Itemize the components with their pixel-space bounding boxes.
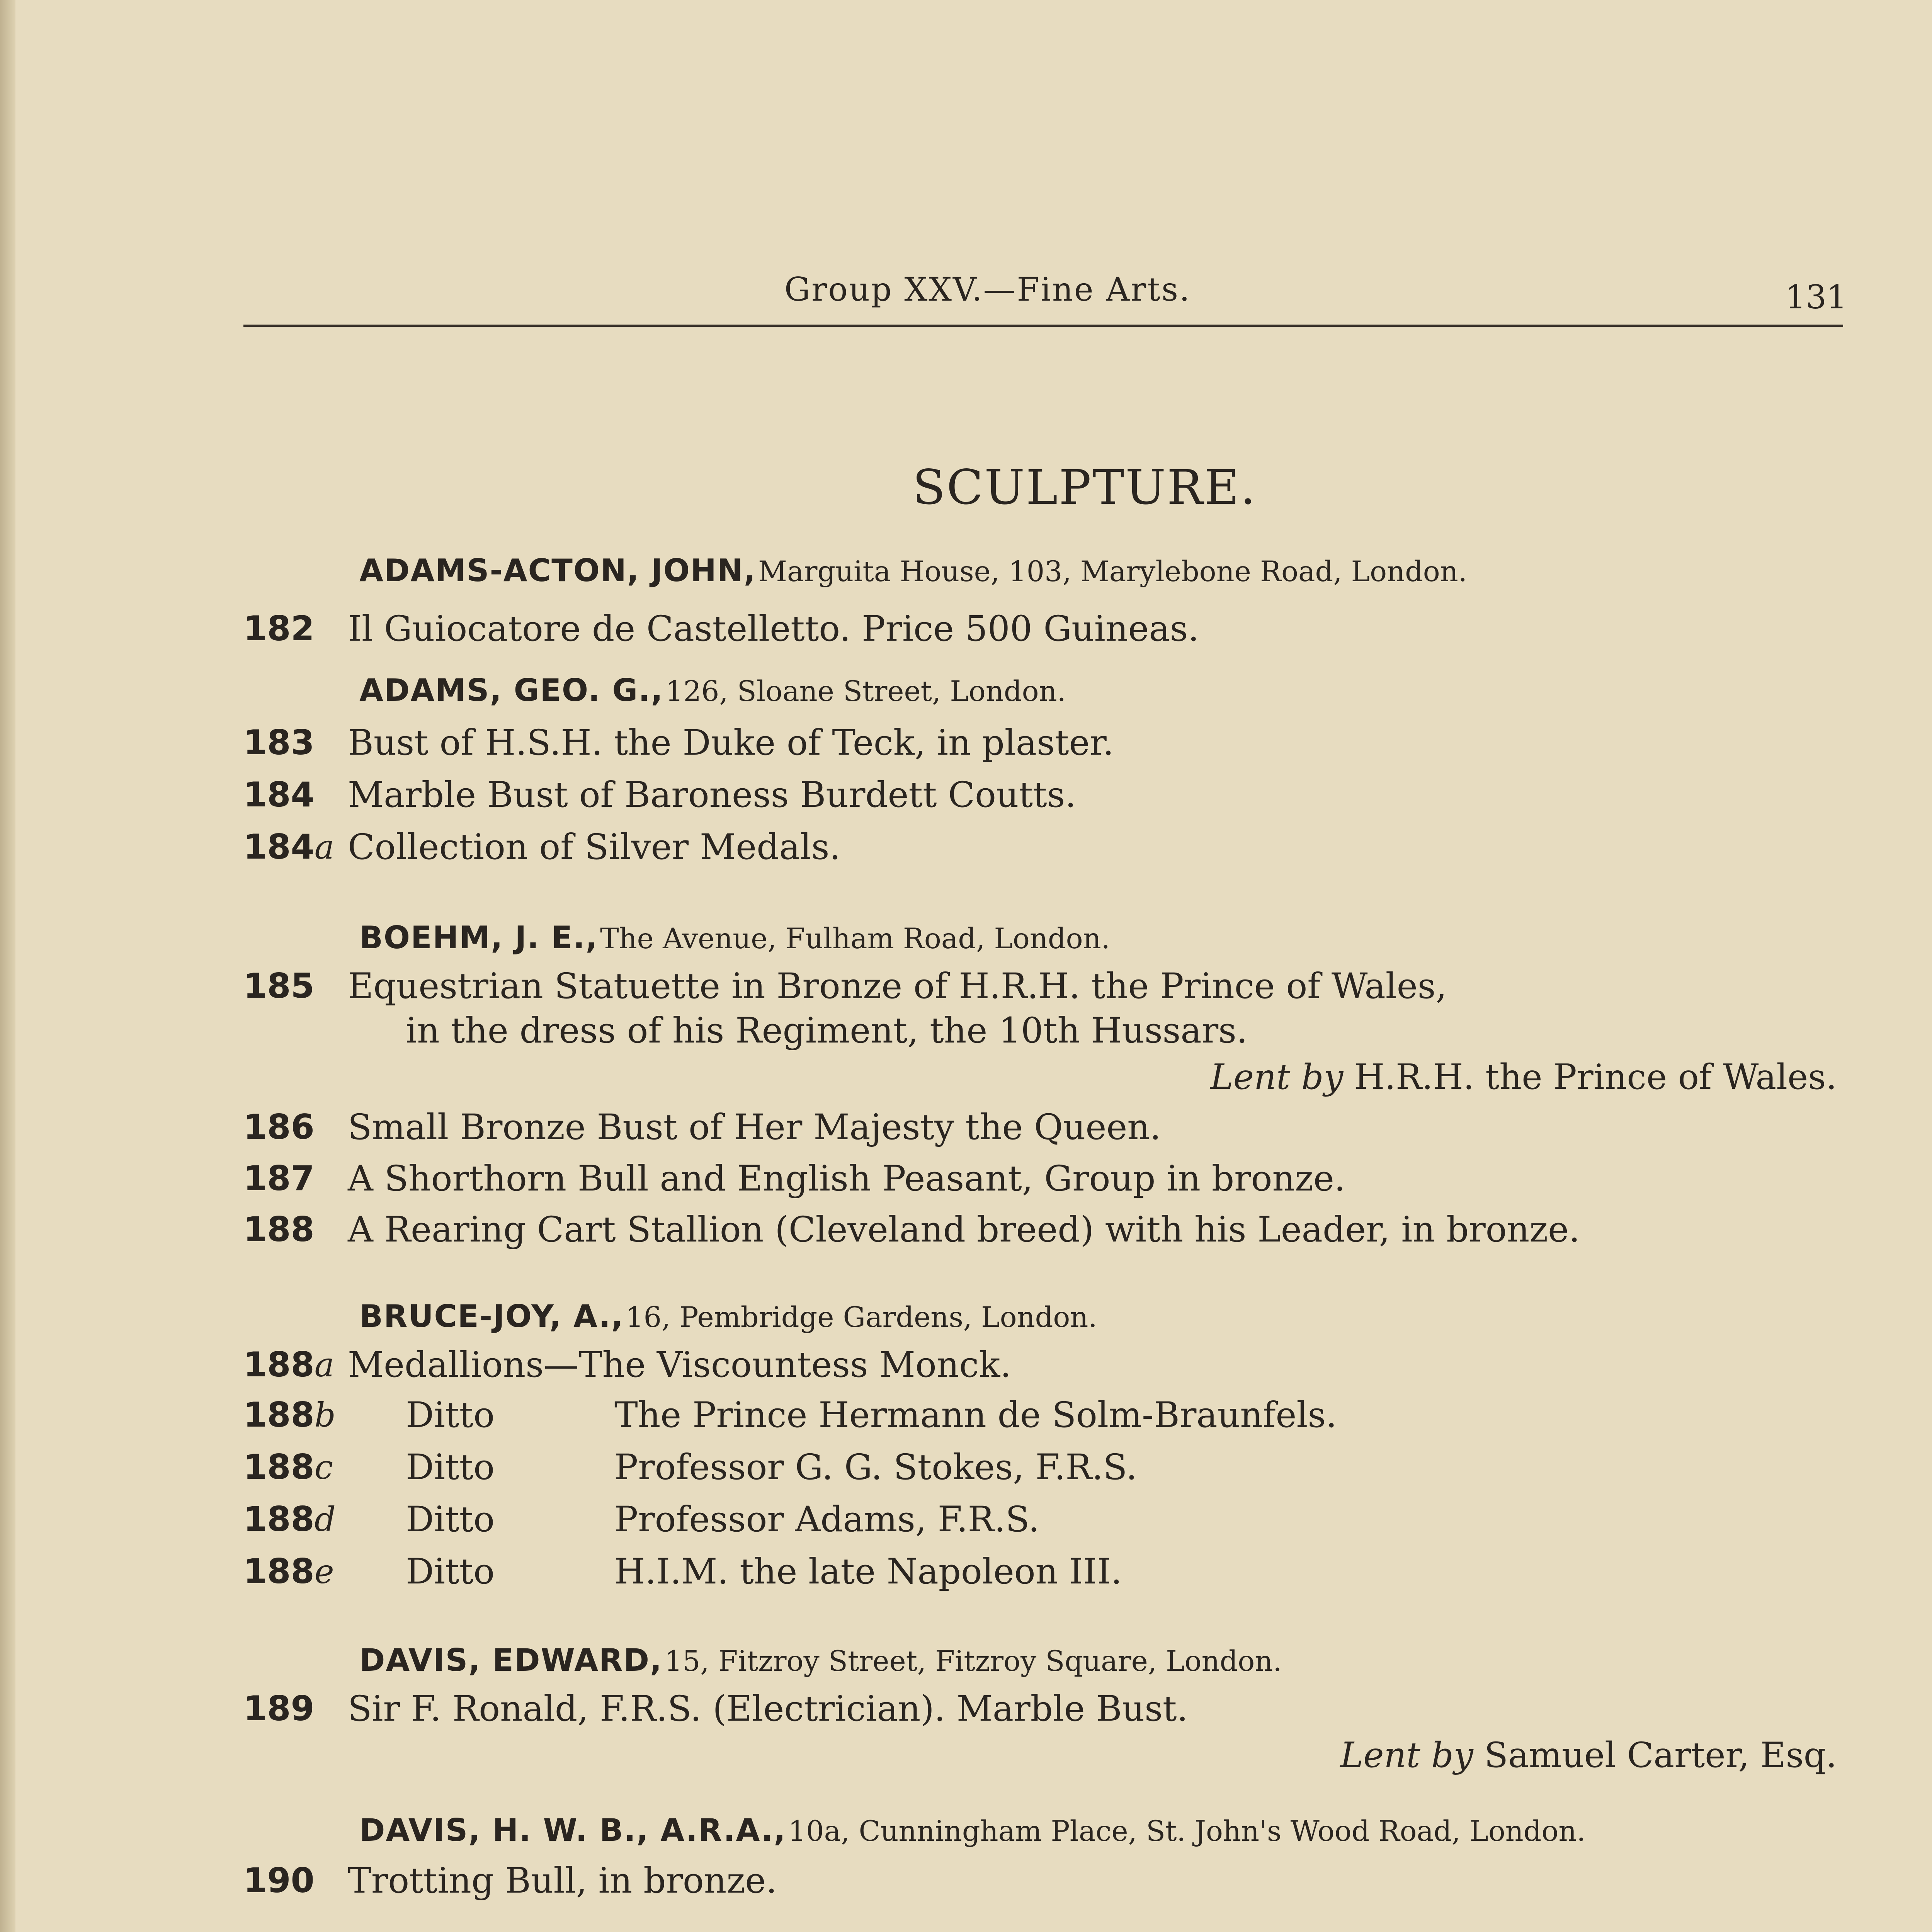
- exhibit-title: Il Guiocatore de Castelletto. Price 500 Guineas.: [348, 609, 1199, 649]
- exhibit-title: Professor Adams, F.R.S.: [614, 1499, 1040, 1540]
- exhibit-number: [243, 1345, 334, 1384]
- exhibitor-heading: [359, 553, 1467, 588]
- exhibit-number-suffix: a: [314, 1346, 334, 1384]
- exhibitor-name: DAVIS, EDWARD,: [359, 1642, 663, 1678]
- exhibit-number: [243, 1861, 315, 1900]
- exhibit-number-value: 184: [243, 775, 315, 815]
- exhibit-title: Trotting Bull, in bronze.: [348, 1861, 777, 1901]
- exhibit-number: [243, 1551, 334, 1591]
- exhibit-number-value: 188: [243, 1551, 315, 1591]
- exhibit-number: [243, 723, 315, 762]
- exhibit-number: [243, 609, 315, 648]
- exhibit-number-value: 185: [243, 966, 315, 1006]
- exhibit-number-suffix: c: [314, 1448, 333, 1487]
- exhibit-number: [243, 1158, 315, 1198]
- lent-by-label: Lent by: [1340, 1735, 1473, 1776]
- running-header: Group XXV.—Fine Arts.: [784, 270, 1191, 308]
- exhibitor-heading: [359, 672, 1066, 708]
- header-rule: [243, 325, 1843, 327]
- lender-name: H.R.H. the Prince of Wales.: [1354, 1057, 1837, 1097]
- exhibitor-address: Marguita House, 103, Marylebone Road, London.: [758, 555, 1467, 588]
- exhibitor-address: 126, Sloane Street, London.: [665, 675, 1066, 708]
- exhibitor-heading: [359, 1642, 1282, 1678]
- ditto-mark: Ditto: [406, 1551, 495, 1592]
- exhibit-title: Bust of H.S.H. the Duke of Teck, in plaster.: [348, 723, 1114, 763]
- exhibit-title: Sir F. Ronald, F.R.S. (Electrician). Marble Bust.: [348, 1689, 1188, 1729]
- exhibit-number: [243, 827, 334, 867]
- exhibit-title: Medallions—The Viscountess Monck.: [348, 1345, 1012, 1385]
- exhibit-number-value: 182: [243, 609, 315, 648]
- exhibitor-name: BRUCE-JOY, A.,: [359, 1298, 624, 1334]
- exhibit-number-suffix: d: [314, 1500, 336, 1539]
- section-title: SCULPTURE.: [912, 460, 1257, 515]
- exhibit-number-value: 189: [243, 1689, 315, 1728]
- ditto-mark: Ditto: [406, 1499, 495, 1540]
- exhibitor-address: 15, Fitzroy Street, Fitzroy Square, London.: [664, 1645, 1282, 1678]
- exhibitor-name: ADAMS-ACTON, JOHN,: [359, 553, 757, 588]
- exhibit-number-value: 184: [243, 827, 315, 867]
- item-continuation: in the dress of his Regiment, the 10th Hussars.: [406, 1010, 1248, 1051]
- exhibitor-heading: [359, 1812, 1586, 1848]
- exhibit-number-value: 187: [243, 1158, 315, 1198]
- exhibitor-address: 10a, Cunningham Place, St. John's Wood Road, London.: [788, 1815, 1586, 1848]
- exhibit-number: [243, 1499, 336, 1539]
- exhibit-number-suffix: e: [314, 1553, 334, 1591]
- ditto-mark: Ditto: [406, 1395, 495, 1435]
- exhibitor-name: ADAMS, GEO. G.,: [359, 672, 663, 708]
- exhibit-number: [243, 1209, 315, 1249]
- exhibit-number: [243, 1395, 336, 1435]
- exhibit-number-value: 190: [243, 1861, 315, 1900]
- exhibit-number: [243, 1689, 315, 1728]
- exhibitor-heading: [359, 920, 1110, 956]
- exhibit-title: Professor G. G. Stokes, F.R.S.: [614, 1447, 1137, 1488]
- exhibit-number-value: 188: [243, 1395, 315, 1435]
- exhibit-number: [243, 1107, 315, 1147]
- exhibit-number: [243, 966, 315, 1006]
- exhibit-number: [243, 775, 315, 815]
- exhibit-title: Collection of Silver Medals.: [348, 827, 841, 867]
- exhibit-title: Marble Bust of Baroness Burdett Coutts.: [348, 775, 1077, 815]
- exhibit-number-suffix: a: [314, 828, 334, 867]
- exhibit-title: Equestrian Statuette in Bronze of H.R.H. the Prince of Wales,: [348, 966, 1447, 1007]
- exhibit-title: The Prince Hermann de Solm-Braunfels.: [614, 1395, 1337, 1435]
- exhibit-title: H.I.M. the late Napoleon III.: [614, 1551, 1122, 1592]
- exhibit-number: [243, 1447, 333, 1487]
- exhibit-number-value: 186: [243, 1107, 315, 1147]
- lender-name: Samuel Carter, Esq.: [1484, 1735, 1837, 1776]
- exhibitor-name: BOEHM, J. E.,: [359, 920, 598, 956]
- book-spine-shadow: [0, 0, 15, 1932]
- lent-by-label: Lent by: [1210, 1057, 1344, 1097]
- exhibit-number-suffix: b: [314, 1396, 336, 1435]
- exhibit-number-value: 183: [243, 723, 315, 762]
- exhibit-title: A Rearing Cart Stallion (Cleveland breed) with his Leader, in bronze.: [348, 1209, 1580, 1250]
- exhibit-number-value: 188: [243, 1499, 315, 1539]
- exhibit-title: Small Bronze Bust of Her Majesty the Queen.: [348, 1107, 1161, 1148]
- exhibitor-heading: [359, 1298, 1097, 1334]
- lender-credit: [1340, 1735, 1837, 1776]
- exhibit-number-value: 188: [243, 1447, 315, 1487]
- exhibitor-name: DAVIS, H. W. B., A.R.A.,: [359, 1812, 786, 1848]
- exhibit-number-value: 188: [243, 1209, 315, 1249]
- exhibit-number-value: 188: [243, 1345, 315, 1384]
- lender-credit: [1210, 1057, 1837, 1097]
- exhibitor-address: The Avenue, Fulham Road, London.: [600, 922, 1110, 955]
- exhibit-title: A Shorthorn Bull and English Peasant, Group in bronze.: [348, 1158, 1345, 1199]
- ditto-mark: Ditto: [406, 1447, 495, 1488]
- exhibitor-address: 16, Pembridge Gardens, London.: [626, 1301, 1097, 1334]
- page-number: 131: [1785, 278, 1847, 316]
